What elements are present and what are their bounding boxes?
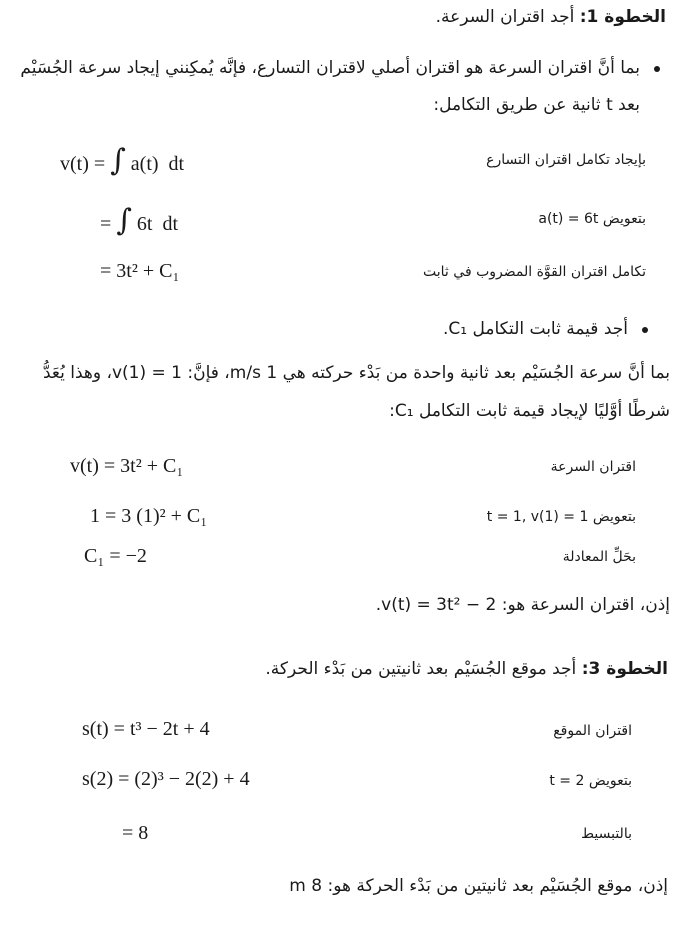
step2-row3-math: C₁ = −2 — [84, 545, 147, 567]
step3-row1-label: اقتران الموقع — [553, 723, 632, 739]
step3-label: الخطوة 3: — [581, 659, 668, 679]
step1-label: الخطوة 1: — [579, 7, 666, 27]
step2-row2-math: 1 = 3 (1)² + C₁ — [90, 505, 208, 527]
step3-row2-math: s(2) = (2)³ − 2(2) + 4 — [82, 768, 250, 790]
step2-bullet: أجد قيمة ثابت التكامل C₁. — [443, 319, 628, 339]
step3-row3-label: بالتبسيط — [581, 826, 632, 842]
step1-bullet-line2: بعد t ثانية عن طريق التكامل: — [433, 95, 640, 115]
step2-row3-label: بحَلِّ المعادلة — [562, 549, 636, 565]
bullet-marker — [654, 66, 660, 72]
step1-row3-label: تكامل اقتران القوَّة المضروب في ثابت — [423, 264, 646, 280]
bullet-marker — [642, 327, 648, 333]
step1-title: أجد اقتران السرعة. — [435, 7, 575, 27]
step3-row2-label: بتعويض t = 2 — [549, 773, 632, 789]
step2-row1-math: v(t) = 3t² + C₁ — [70, 455, 184, 477]
step1-row2-label: بتعويض a(t) = 6t — [538, 211, 646, 227]
step1-row2-math: = ∫ 6t dt — [100, 203, 179, 238]
step1-row1-math: v(t) = ∫ a(t) dt — [60, 143, 185, 178]
step3-conclusion: إذن، موقع الجُسَيْم بعد ثانيتين من بَدْء الحركة هو: 8 m — [289, 876, 668, 896]
step2-para-line2: شرطًا أوَّليًا لإيجاد قيمة ثابت التكامل C₁: — [389, 401, 670, 421]
step2-para-line1: بما أنَّ سرعة الجُسَيْم بعد ثانية واحدة من بَدْء حركته هي 1 m/s، فإنَّ: v(1) = 1، وهذا يُعَدُّ — [42, 363, 670, 383]
step1-bullet-line1: بما أنَّ اقتران السرعة هو اقتران أصلي لاقتران التسارع، فإنَّه يُمكِنني إيجاد سرعة الجُسَيْم — [20, 58, 640, 78]
step3-row3-math: = 8 — [122, 822, 149, 844]
step3-title: أجد موقع الجُسَيْم بعد ثانيتين من بَدْء الحركة. — [265, 659, 577, 679]
step1-heading — [436, 6, 666, 28]
step1-row3-math: = 3t² + C₁ — [100, 260, 180, 282]
integral-sign: ∫ — [110, 143, 126, 178]
step2-row1-label: اقتران السرعة — [550, 459, 636, 475]
step1-row1-label: بإيجاد تكامل اقتران التسارع — [486, 152, 646, 168]
step2-row2-label: بتعويض t = 1, v(1) = 1 — [486, 509, 636, 525]
step3-row1-math: s(t) = t³ − 2t + 4 — [82, 718, 210, 740]
integral-sign: ∫ — [116, 203, 132, 238]
step2-conclusion: إذن، اقتران السرعة هو: v(t) = 3t² − 2. — [375, 595, 670, 615]
step3-heading — [265, 658, 668, 680]
